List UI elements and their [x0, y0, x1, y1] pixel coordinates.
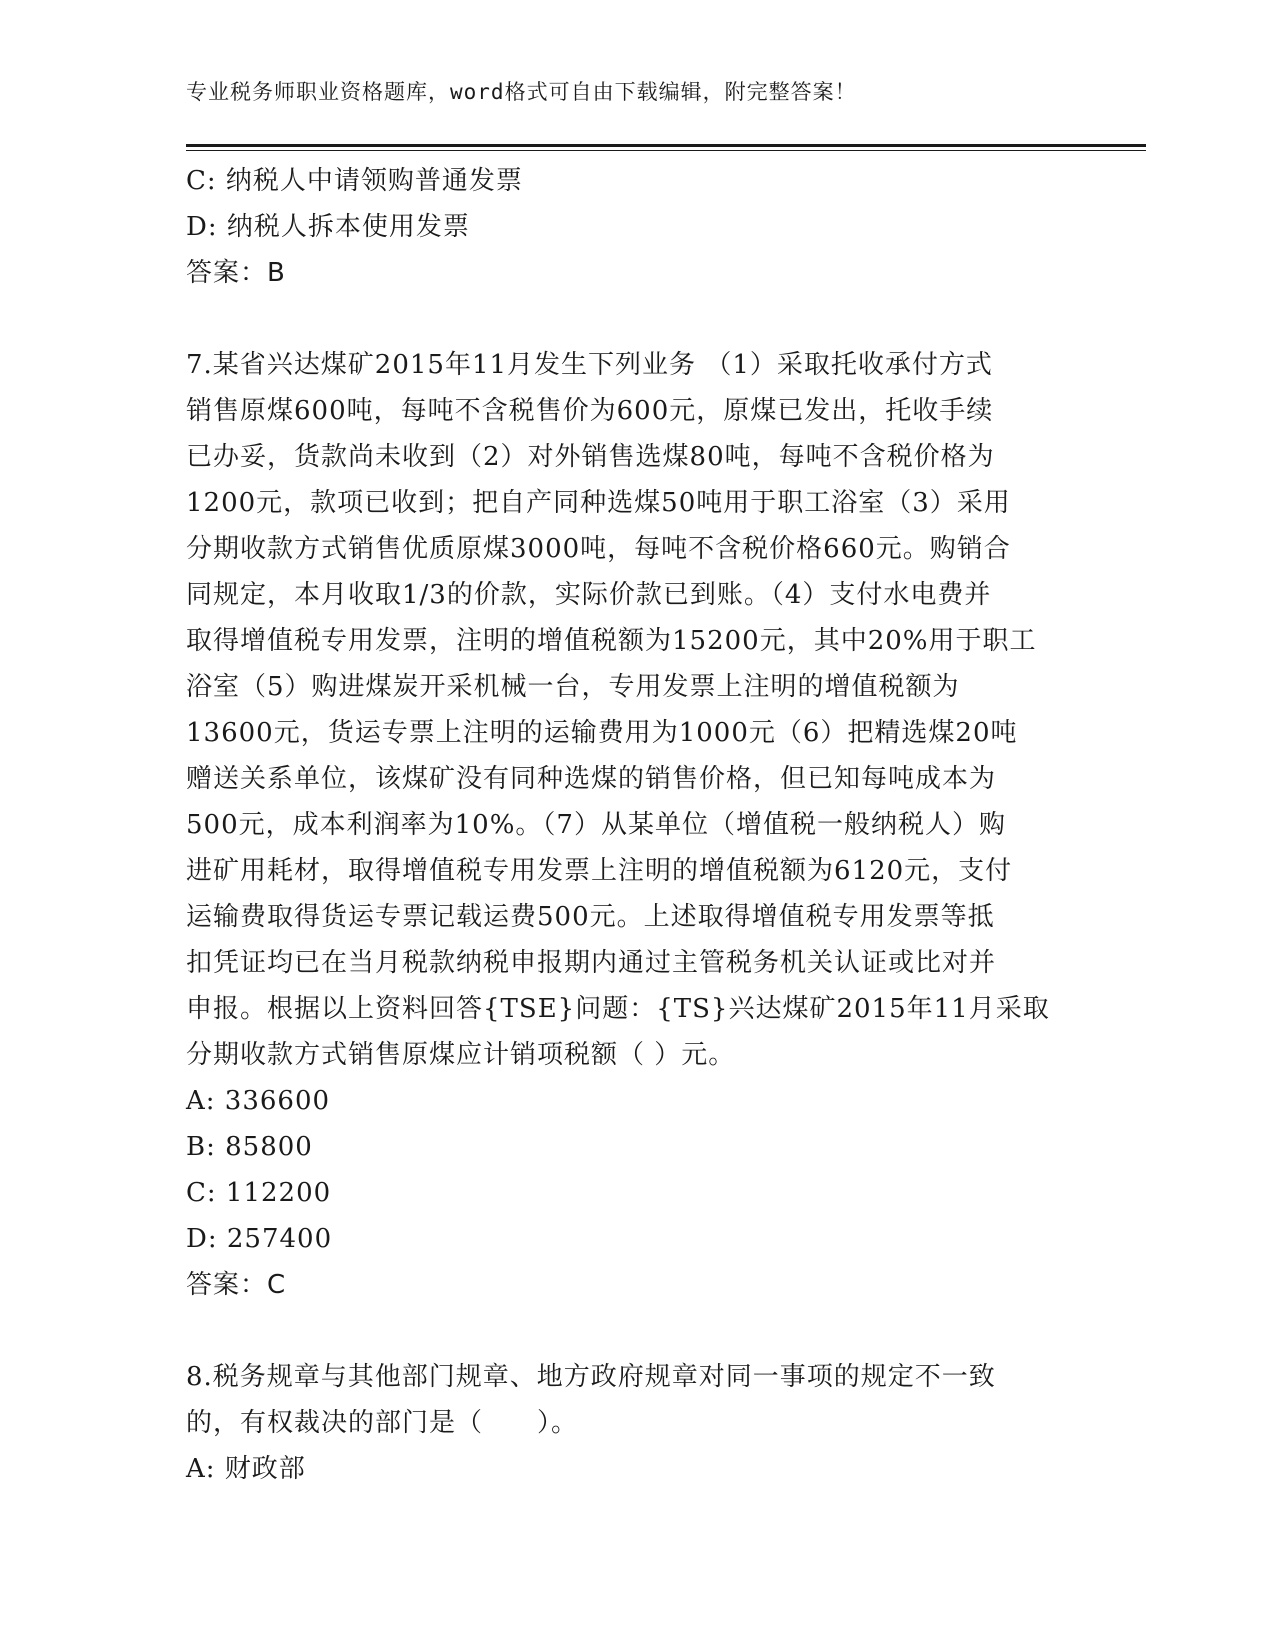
page-header: 专业税务师职业资格题库，word格式可自由下载编辑，附完整答案！	[186, 80, 857, 104]
q8-option-a: A: 财政部	[186, 1454, 306, 1484]
q7-line: 取得增值税专用发票，注明的增值税额为15200元，其中20%用于职工	[186, 626, 1037, 656]
q7-option-d: D: 257400	[186, 1224, 333, 1254]
header-rule-thick	[186, 144, 1146, 147]
q6-option-c: C: 纳税人中请领购普通发票	[186, 166, 523, 196]
document-body	[186, 158, 1086, 1492]
q7-answer: 答案：C	[186, 1270, 287, 1300]
q8-line: 8.税务规章与其他部门规章、地方政府规章对同一事项的规定不一致	[186, 1362, 996, 1392]
q7-line: 扣凭证均已在当月税款纳税申报期内通过主管税务机关认证或比对并	[186, 948, 997, 978]
q7-line: 1200元，款项已收到；把自产同种选煤50吨用于职工浴室（3）采用	[186, 488, 1011, 518]
q7-option-c: C: 112200	[186, 1178, 332, 1208]
q7-stem	[186, 342, 1086, 1078]
q6-answer: 答案：B	[186, 258, 286, 288]
q8-stem	[186, 1354, 1086, 1446]
q7-line: 7.某省兴达煤矿2015年11月发生下列业务 （1）采取托收承付方式	[186, 350, 993, 380]
q7-line: 进矿用耗材，取得增值税专用发票上注明的增值税额为6120元，支付	[186, 856, 1013, 886]
spacer	[186, 1308, 1086, 1354]
q7-line: 浴室（5）购进煤炭开采机械一台，专用发票上注明的增值税额为	[186, 672, 960, 702]
q7-line: 运输费取得货运专票记载运费500元。上述取得增值税专用发票等抵	[186, 902, 995, 932]
q7-option-b: B: 85800	[186, 1132, 313, 1162]
q7-line: 销售原煤600吨，每吨不含税售价为600元，原煤已发出，托收手续	[186, 396, 994, 426]
spacer	[186, 296, 1086, 342]
q7-line: 已办妥，货款尚未收到（2）对外销售选煤80吨，每吨不含税价格为	[186, 442, 995, 472]
q7-line: 同规定，本月收取1/3的价款，实际价款已到账。（4）支付水电费并	[186, 580, 992, 610]
q7-line: 赠送关系单位，该煤矿没有同种选煤的销售价格，但已知每吨成本为	[186, 764, 997, 794]
q7-line: 分期收款方式销售优质原煤3000吨，每吨不含税价格660元。购销合	[186, 534, 1011, 564]
q6-option-d: D: 纳税人拆本使用发票	[186, 212, 470, 242]
q8-line: 的，有权裁决的部门是（ ）。	[186, 1408, 579, 1438]
q7-line: 500元，成本利润率为10%。（7）从某单位（增值税一般纳税人）购	[186, 810, 1006, 840]
header-rule-thin	[186, 150, 1146, 151]
q7-line: 分期收款方式销售原煤应计销项税额（ ）元。	[186, 1040, 736, 1070]
q7-option-a: A: 336600	[186, 1086, 331, 1116]
q7-line: 申报。根据以上资料回答{TSE}问题：{TS}兴达煤矿2015年11月采取	[186, 994, 1050, 1024]
q7-line: 13600元，货运专票上注明的运输费用为1000元（6）把精选煤20吨	[186, 718, 1018, 748]
